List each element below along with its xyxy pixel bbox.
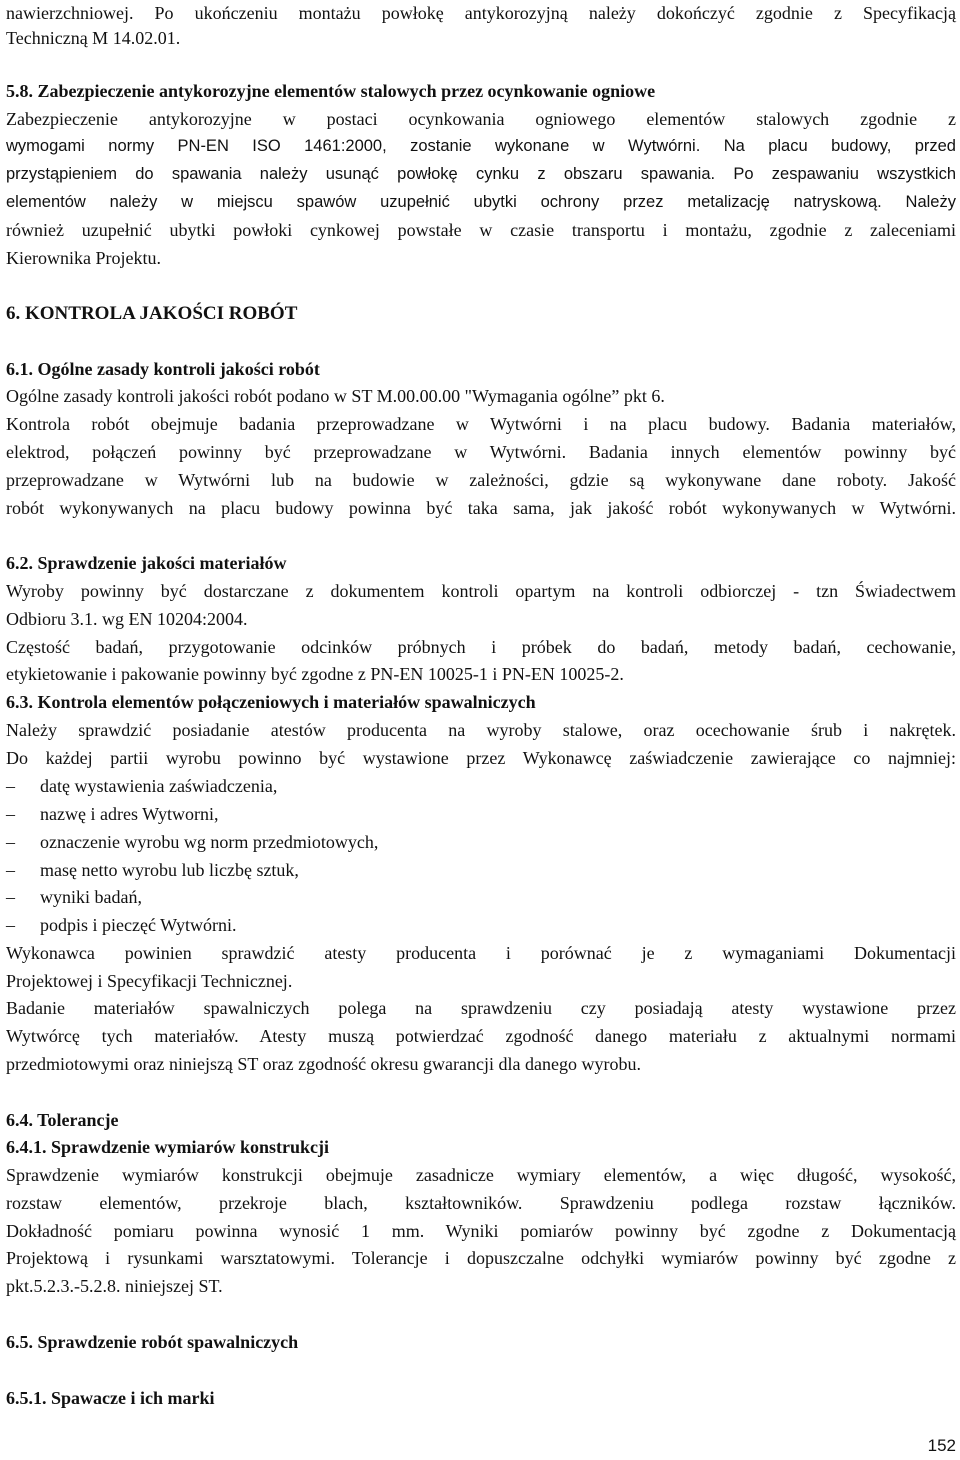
line-text: Zabezpieczenie antykorozyjne w postaci ocynkowania ogniowego elementów stalowych zgodnie z (6, 109, 956, 129)
section-heading (6, 1134, 956, 1160)
line-text: Kontrola robót obejmuje badania przeprowadzane w Wytwórni i na placu budowy. Badania materiałów, (6, 414, 956, 434)
line-text: przystąpieniem do spawania należy usunąć powłokę cynku z obszaru spawania. Po zespawaniu wszystkich (6, 165, 956, 183)
text-line (6, 717, 956, 743)
line-text: 6.3. Kontrola elementów połączeniowych i materiałów spawalniczych (6, 692, 536, 712)
line-text: Wykonawca powinien sprawdzić atesty producenta i porównać je z wymaganiami Dokumentacji (6, 943, 956, 963)
list-dash: – (6, 776, 15, 796)
line-text: Do każdej partii wyrobu powinno być wystawione przez Wykonawcę zaświadczenie zawierające co najmniej: (6, 748, 956, 768)
line-text: 6.4. Tolerancje (6, 1110, 119, 1130)
text-line (6, 0, 956, 26)
line-text: Należy sprawdzić posiadanie atestów producenta na wyroby stalowe, oraz ocechowanie śrub i nakrętek. (6, 720, 956, 740)
line-text: Ogólne zasady kontroli jakości robót podano w ST M.00.00.00 "Wymagania ogólne” pkt 6. (6, 386, 665, 406)
line-text: Projektową i rysunkami warsztatowymi. Tolerancje i dopuszczalne odchyłki wymiarów powinny być zgodne z (6, 1248, 956, 1268)
line-text: 6.5. Sprawdzenie robót spawalniczych (6, 1332, 299, 1352)
line-text: również uzupełnić ubytki powłoki cynkowej powstałe w czasie transportu i montażu, zgodnie z zaleceniami (6, 220, 956, 240)
section-heading (6, 689, 956, 715)
text-line (6, 189, 956, 215)
text-line (6, 829, 956, 855)
line-text: elementów należy w miejscu spawów uzupełnić ubytki ochrony przez metalizację natryskową. Należy (6, 193, 956, 211)
text-line (6, 106, 956, 132)
line-text: Odbioru 3.1. wg EN 10204:2004. (6, 609, 248, 629)
line-text: 6.4.1. Sprawdzenie wymiarów konstrukcji (6, 1137, 329, 1157)
text-line (6, 495, 956, 521)
text-line (6, 940, 956, 966)
line-text: przedmiotowymi oraz niniejszą ST oraz zgodność okresu gwarancji dla danego wyrobu. (6, 1054, 641, 1074)
line-text: datę wystawienia zaświadczenia, (40, 776, 278, 796)
text-line (6, 161, 956, 187)
text-line (6, 245, 956, 271)
list-dash: – (6, 915, 15, 935)
line-text: 6.2. Sprawdzenie jakości materiałów (6, 553, 287, 573)
section-heading (6, 1107, 956, 1133)
line-text: Częstość badań, przygotowanie odcinków próbnych i próbek do badań, metody badań, cechowanie, (6, 637, 956, 657)
text-line (6, 383, 956, 409)
section-heading (6, 356, 956, 382)
text-line (6, 1190, 956, 1216)
line-text: Wytwórcę tych materiałów. Atesty muszą potwierdzać zgodność danego materiału z aktualnymi normami (6, 1026, 956, 1046)
text-line (6, 968, 956, 994)
section-heading (6, 301, 956, 327)
text-line (6, 217, 956, 243)
text-line (6, 634, 956, 660)
line-text: Techniczną M 14.02.01. (6, 28, 181, 48)
line-text: podpis i pieczęć Wytwórni. (40, 915, 237, 935)
line-text: 6.1. Ogólne zasady kontroli jakości robót (6, 359, 320, 379)
line-text: wyniki badań, (40, 887, 142, 907)
line-text: pkt.5.2.3.-5.2.8. niniejszej ST. (6, 1276, 223, 1296)
line-text: wymogami normy PN-EN ISO 1461:2000, zostanie wykonane w Wytwórni. Na placu budowy, przed (6, 137, 956, 155)
line-text: Kierownika Projektu. (6, 248, 161, 268)
line-text: masę netto wyrobu lub liczbę sztuk, (40, 860, 299, 880)
text-line (6, 773, 956, 799)
text-line (6, 1162, 956, 1188)
text-line (6, 25, 956, 51)
line-text: Badanie materiałów spawalniczych polega na sprawdzeniu czy posiadają atesty wystawione przez (6, 998, 956, 1018)
text-line (6, 411, 956, 437)
text-line (6, 578, 956, 604)
text-line (6, 1245, 956, 1271)
text-line (6, 884, 956, 910)
line-text: przeprowadzane w Wytwórni lub na budowie w zależności, gdzie są wykonywane dane roboty. Jakość (6, 470, 956, 490)
section-heading (6, 78, 956, 104)
text-line (6, 661, 956, 687)
section-heading (6, 550, 956, 576)
text-line (6, 1218, 956, 1244)
text-line (6, 439, 956, 465)
line-text: Wyroby powinny być dostarczane z dokumentem kontroli opartym na kontroli odbiorczej - tzn Świadectwem (6, 581, 956, 601)
line-text: nazwę i adres Wytworni, (40, 804, 219, 824)
list-dash: – (6, 887, 15, 907)
line-text: robót wykonywanych na placu budowy powinna być taka sama, jak jakość robót wykonywanych w Wytwórni. (6, 498, 956, 518)
line-text: Sprawdzenie wymiarów konstrukcji obejmuje zasadnicze wymiary elementów, a więc długość, wysokość, (6, 1165, 956, 1185)
line-text: 6.5.1. Spawacze i ich marki (6, 1388, 215, 1408)
text-line (6, 606, 956, 632)
line-text: oznaczenie wyrobu wg norm przedmiotowych, (40, 832, 379, 852)
page-number: 152 (927, 1436, 956, 1455)
line-text: rozstaw elementów, przekroje blach, kształtowników. Sprawdzeniu podlega rozstaw łączników. (6, 1193, 956, 1213)
text-line (6, 467, 956, 493)
line-text: elektrod, połączeń powinny być przeprowadzane w Wytwórni. Badania innych elementów powinny być (6, 442, 956, 462)
line-text: 6. KONTROLA JAKOŚCI ROBÓT (6, 303, 298, 324)
line-text: Dokładność pomiaru powinna wynosić 1 mm. Wyniki pomiarów powinny być zgodne z Dokumentacją (6, 1221, 956, 1241)
line-text: 5.8. Zabezpieczenie antykorozyjne elementów stalowych przez ocynkowanie ogniowe (6, 81, 656, 101)
text-line (6, 1023, 956, 1049)
text-line (6, 912, 956, 938)
text-line (6, 857, 956, 883)
text-line (6, 745, 956, 771)
line-text: nawierzchniowej. Po ukończeniu montażu powłokę antykorozyjną należy dokończyć zgodnie z Specyfikacją (6, 3, 956, 23)
list-dash: – (6, 832, 15, 852)
text-line (6, 995, 956, 1021)
text-line (6, 133, 956, 159)
line-text: etykietowanie i pakowanie powinny być zgodne z PN-EN 10025-1 i PN-EN 10025-2. (6, 664, 624, 684)
text-line (6, 1051, 956, 1077)
section-heading (6, 1385, 956, 1411)
text-line (6, 1273, 956, 1299)
line-text: Projektowej i Specyfikacji Technicznej. (6, 971, 293, 991)
section-heading (6, 1329, 956, 1355)
text-line (6, 801, 956, 827)
list-dash: – (6, 860, 15, 880)
list-dash: – (6, 804, 15, 824)
